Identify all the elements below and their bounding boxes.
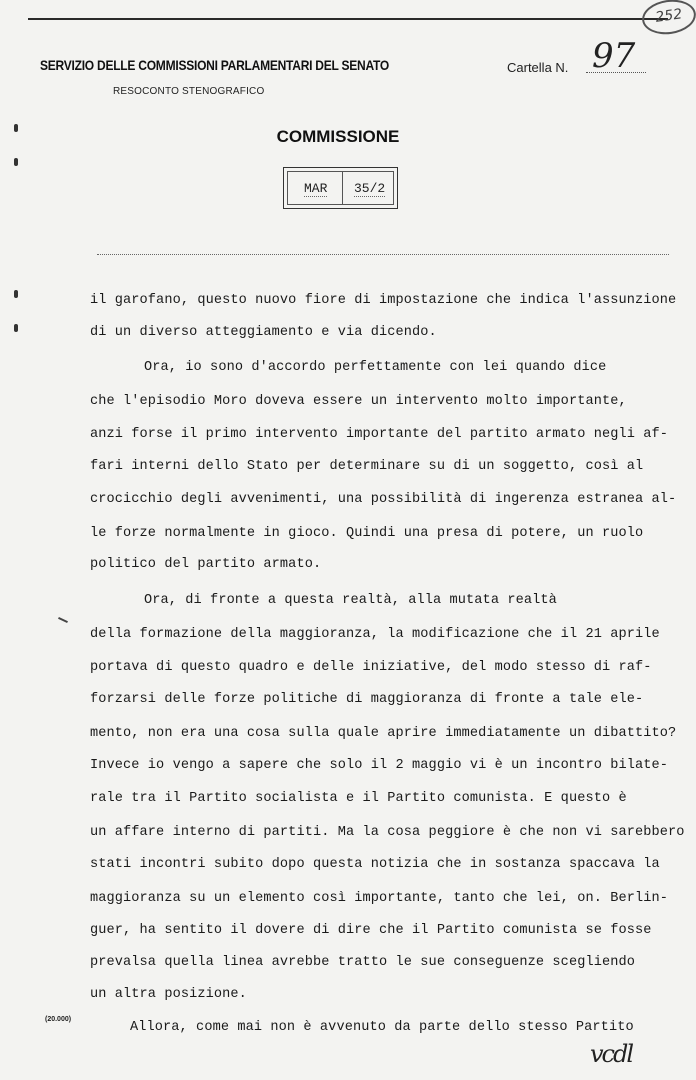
code-box-divider [342,171,343,205]
office-heading: SERVIZIO DELLE COMMISSIONI PARLAMENTARI DEL SENATO [40,57,389,73]
report-subtitle: RESOCONTO STENOGRAFICO [113,86,265,97]
body-line: il garofano, questo nuovo fiore di impostazione che indica l'assunzione [90,293,677,308]
cartella-label: Cartella N. [507,60,569,75]
body-line: politico del partito armato. [90,557,322,572]
body-line: Invece io vengo a sapere che solo il 2 maggio vi è un incontro bilate- [90,758,669,773]
commission-title: COMMISSIONE [276,127,400,146]
body-line: un altra posizione. [90,987,247,1002]
body-line: Ora, di fronte a questa realtà, alla mutata realtà [144,593,557,608]
punch-mark [14,158,18,166]
body-line: forzarsi delle forze politiche di maggioranza di fronte a tale ele- [90,692,644,707]
body-line: anzi forse il primo intervento importante del partito armato negli af- [90,427,669,442]
body-line: Allora, come mai non è avvenuto da parte dello stesso Partito [130,1020,634,1035]
body-line: portava di questo quadro e delle iniziative, del modo stesso di raf- [90,660,652,675]
body-line: rale tra il Partito socialista e il Partito comunista. E questo è [90,791,627,806]
body-line: della formazione della maggioranza, la modificazione che il 21 aprile [90,627,660,642]
body-line: di un diverso atteggiamento e via dicendo. [90,325,437,340]
code-left: MAR [304,181,328,196]
top-rule [28,18,668,20]
body-line: prevalsa quella linea avrebbe tratto le sue conseguenze scegliendo [90,955,635,970]
punch-mark [14,324,18,332]
body-line: mento, non era una cosa sulla quale aprire immediatamente un dibattito? [90,726,677,741]
page-number-stamp: 252 [640,0,696,38]
dotted-separator [97,254,669,255]
body-line: che l'episodio Moro doveva essere un intervento molto importante, [90,394,627,409]
cartella-number: 97 [592,36,636,76]
body-line: maggioranza su un elemento così importante, tanto che lei, on. Berlin- [90,891,669,906]
punch-mark [14,124,18,132]
body-line: le forze normalmente in gioco. Quindi una presa di potere, un ruolo [90,526,644,541]
body-line: guer, ha sentito il dovere di dire che il Partito comunista se fosse [90,923,652,938]
handwritten-initials: vcdl [590,1040,633,1068]
code-box [283,167,398,209]
body-line: Ora, io sono d'accordo perfettamente con lei quando dice [144,360,607,375]
print-run-code: (20.000) [45,1016,72,1023]
body-line: fari interni dello Stato per determinare su di un soggetto, così al [90,459,644,474]
code-right: 35/2 [354,181,386,196]
margin-tick [58,617,68,623]
body-line: crocicchio degli avvenimenti, una possibilità di ingerenza estranea al- [90,492,677,507]
body-line: un affare interno di partiti. Ma la cosa peggiore è che non vi sarebbero [90,825,685,840]
punch-mark [14,290,18,298]
body-line: stati incontri subito dopo questa notizia che in sostanza spaccava la [90,857,660,872]
